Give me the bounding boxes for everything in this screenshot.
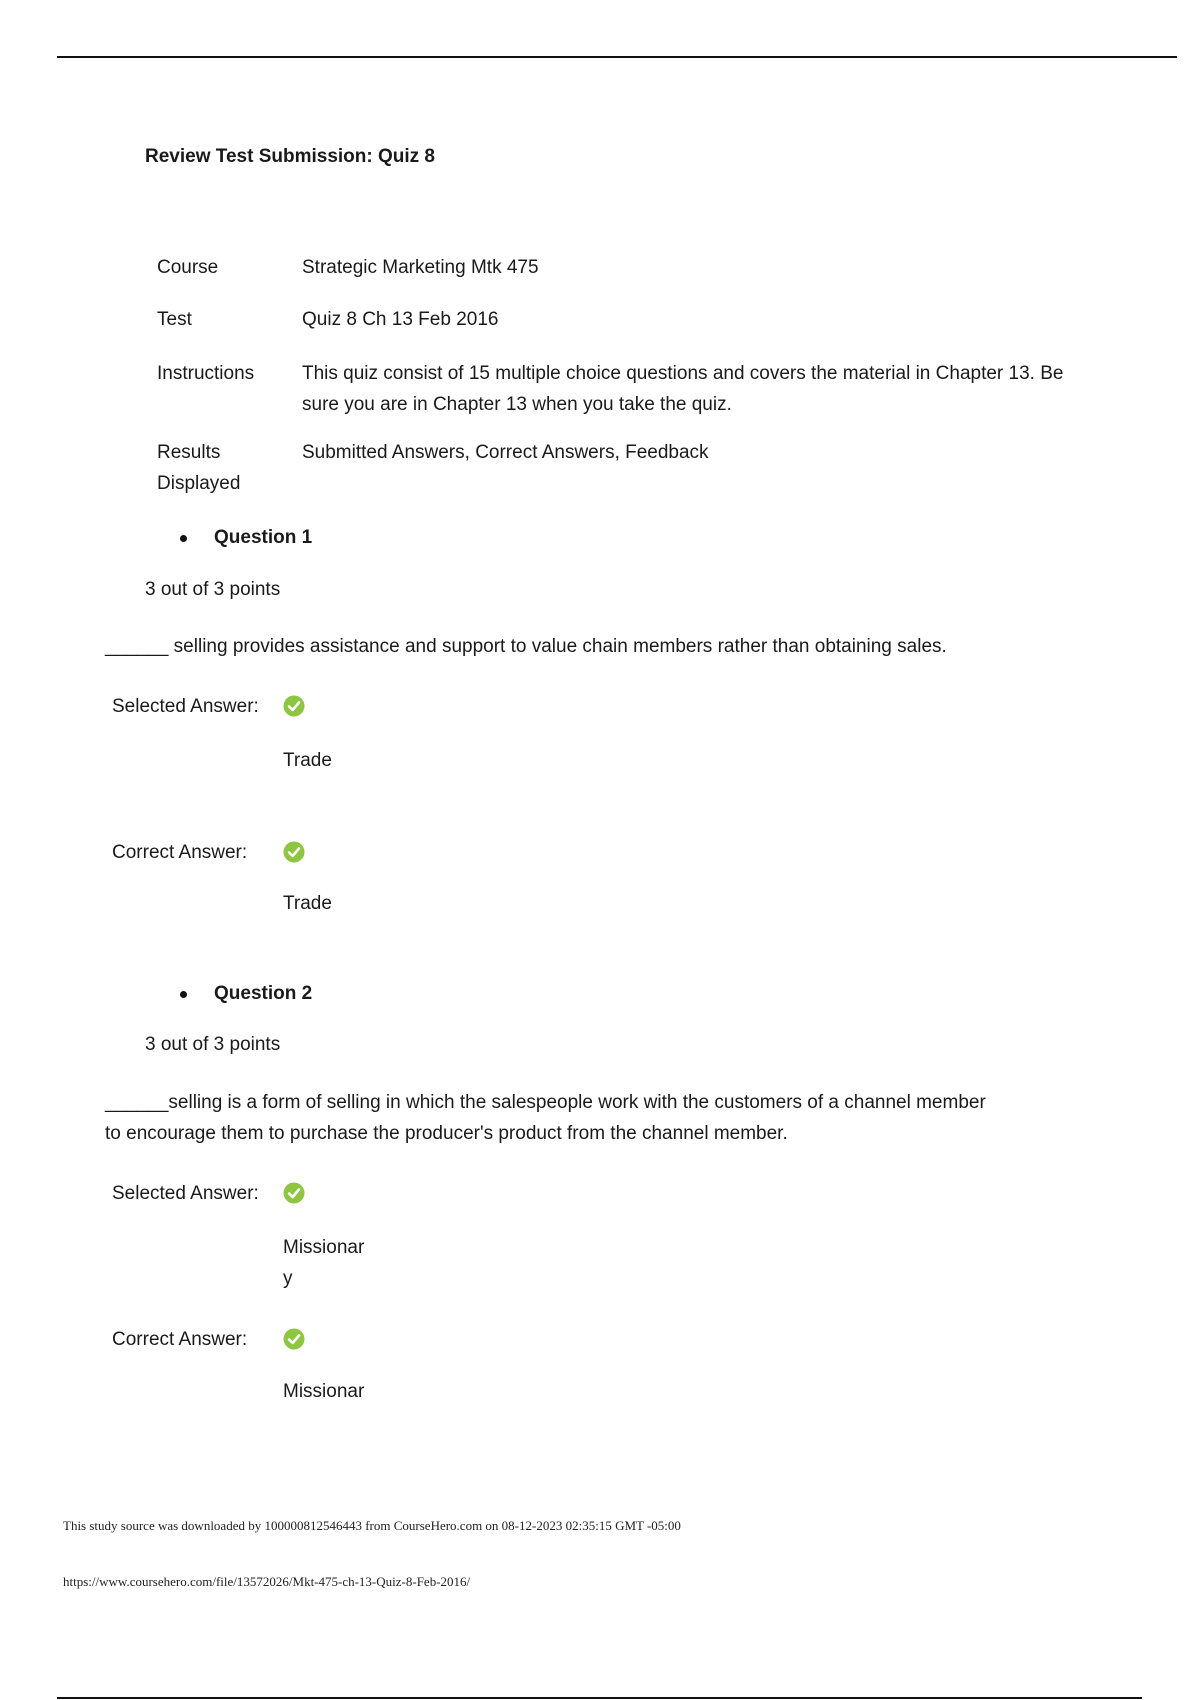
- top-divider: [57, 56, 1177, 58]
- points-score: 3 out of 3 points: [145, 579, 281, 600]
- correct-check-icon: [283, 1182, 305, 1204]
- correct-answer-label: Correct Answer:: [112, 1329, 248, 1350]
- selected-answer-label: Selected Answer:: [112, 1183, 259, 1204]
- selected-answer-value: Missionar y: [283, 1237, 365, 1289]
- info-row-course: [157, 252, 1097, 283]
- correct-answer-value: Trade: [283, 893, 332, 914]
- question-heading: [180, 527, 312, 549]
- info-value: Submitted Answers, Correct Answers, Feedback: [302, 442, 709, 463]
- source-url[interactable]: https://www.coursehero.com/file/13572026/Mkt-475-ch-13-Quiz-8-Feb-2016/: [63, 1574, 471, 1589]
- test-info-table: [157, 252, 1097, 499]
- correct-check-icon: [283, 695, 305, 717]
- bullet-icon: [180, 991, 187, 998]
- page-title: Review Test Submission: Quiz 8: [145, 146, 435, 167]
- info-label: Test: [157, 309, 192, 330]
- info-value: Quiz 8 Ch 13 Feb 2016: [302, 309, 499, 330]
- info-value: Strategic Marketing Mtk 475: [302, 257, 539, 278]
- selected-answer-label: Selected Answer:: [112, 696, 259, 717]
- bullet-icon: [180, 535, 187, 542]
- correct-check-icon: [283, 841, 305, 863]
- question-title: Question 2: [214, 983, 313, 1004]
- info-label: Instructions: [157, 363, 255, 384]
- question-heading: [180, 983, 312, 1005]
- question-text: ______selling is a form of selling in which the salespeople work with the customers of a channel member to encourage them to purchase the producer's product from the channel member.: [105, 1092, 986, 1144]
- info-label: Course: [157, 257, 219, 278]
- info-label: Results Displayed: [157, 442, 241, 494]
- selected-answer-value: Trade: [283, 750, 332, 771]
- info-row-results: [157, 437, 1097, 499]
- correct-check-icon: [283, 1328, 305, 1350]
- question-text: ______ selling provides assistance and support to value chain members rather than obtaining sales.: [105, 636, 947, 657]
- question-title: Question 1: [214, 527, 313, 548]
- bottom-divider: [57, 1697, 1142, 1699]
- info-row-instructions: [157, 358, 1097, 420]
- download-notice: This study source was downloaded by 100000812546443 from CourseHero.com on 08-12-2023 02:35:15 GMT -05:00: [63, 1518, 681, 1533]
- points-score: 3 out of 3 points: [145, 1034, 281, 1055]
- info-row-test: [157, 304, 1097, 335]
- correct-answer-value: Missionar: [283, 1381, 365, 1402]
- correct-answer-label: Correct Answer:: [112, 842, 248, 863]
- info-value: This quiz consist of 15 multiple choice questions and covers the material in Chapter 13. Be sure you are in Chapter 13 when you take the quiz.: [302, 363, 1064, 415]
